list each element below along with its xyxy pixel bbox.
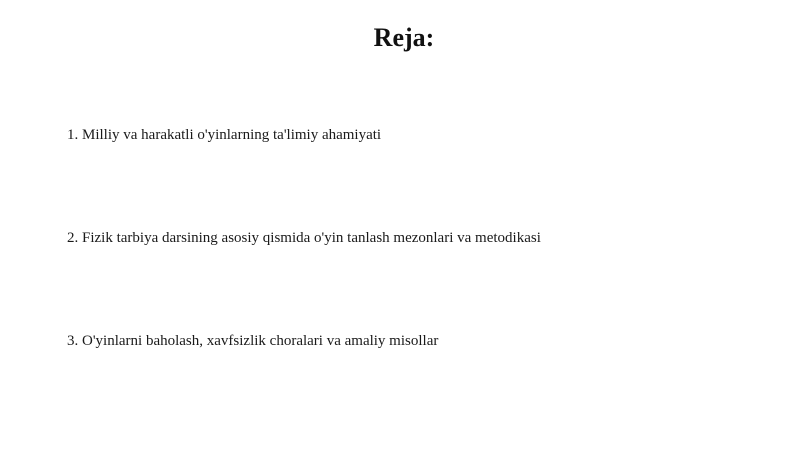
plan-item-1: 1. Milliy va harakatli o'yinlarning ta'limiy ahamiyati <box>67 127 382 143</box>
slide-title: Reja: <box>373 23 435 52</box>
plan-item-3: 3. O'yinlarni baholash, xavfsizlik choralari va amaliy misollar <box>67 333 439 349</box>
plan-item-2: 2. Fizik tarbiya darsining asosiy qismida o'yin tanlash mezonlari va metodikasi <box>67 230 541 246</box>
